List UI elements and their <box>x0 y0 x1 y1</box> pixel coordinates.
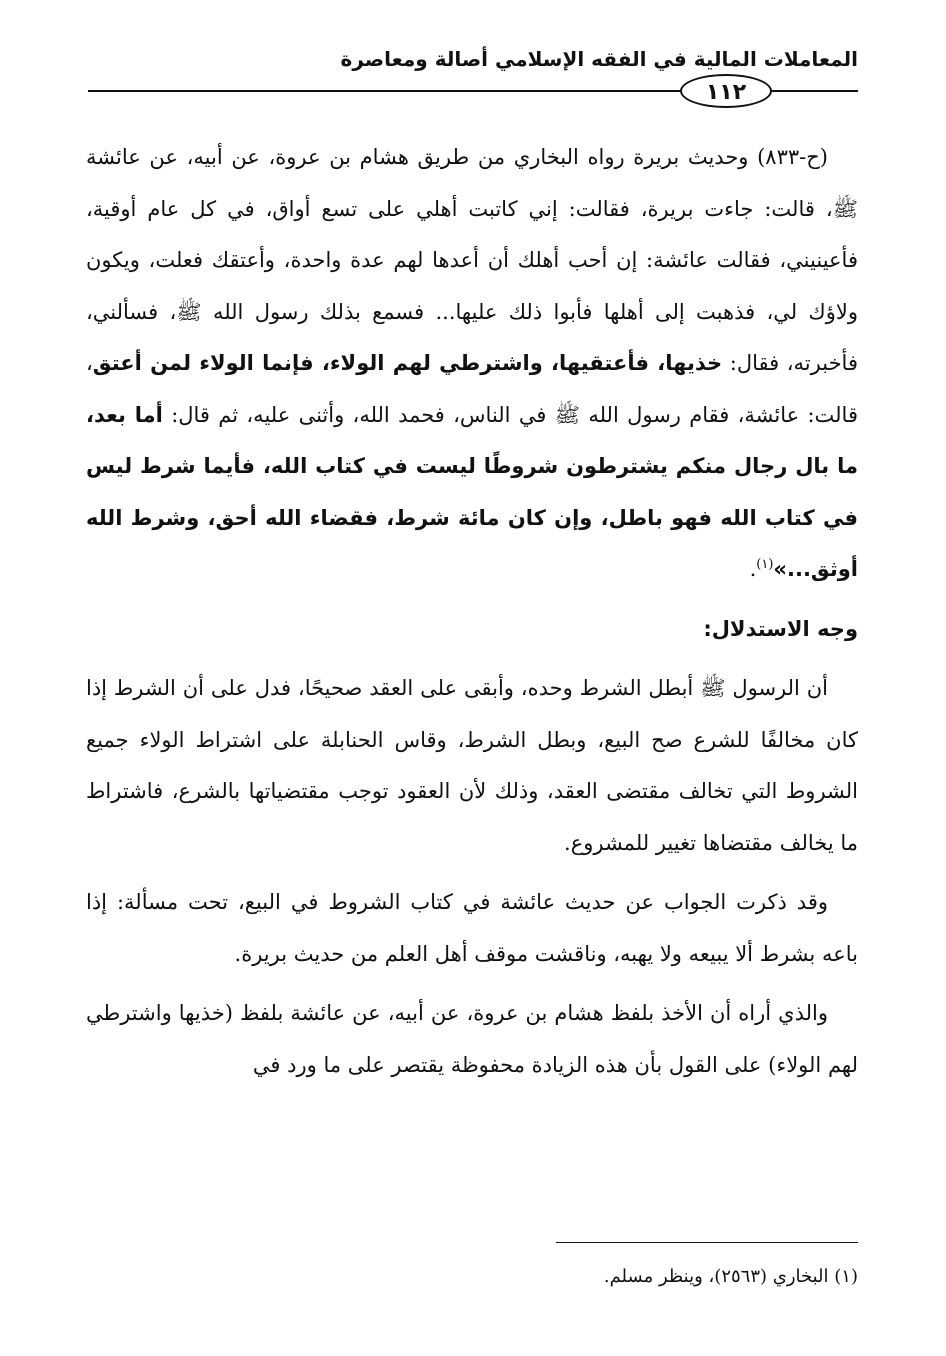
hadith-bold-quote-2: أما بعد، ما بال رجال منكم يشترطون شروطًا ليست في كتاب الله، فأيما شرط ليس في كتاب الله فهو باطل، وإن كان مائة شرط، فقضاء الله أحق، وشرط الله أوثق...» <box>86 402 858 581</box>
hadith-end: . <box>749 557 757 581</box>
main-text <box>86 132 858 1091</box>
footnote-reference: (١) <box>756 557 774 572</box>
footnote-rule <box>556 1242 858 1243</box>
hadith-bold-quote-1: خذيها، فأعتقيها، واشترطي لهم الولاء، فإنما الولاء لمن أعتق <box>92 351 723 375</box>
section-heading: وجه الاستدلال: <box>703 616 858 641</box>
body-paragraph-1: أن الرسول ﷺ أبطل الشرط وحده، وأبقى على العقد صحيحًا، فدل على أن الشرط إذا كان مخالفًا للشرع صح البيع، وبطل الشرط، وقاس الحنابلة على اشتراط الولاء جميع الشروط التي تخالف مقتضى العقد، وذلك لأن العقود توجب مقتضياتها بالشرع، فاشتراط ما يخالف مقتضاها تغيير للمشروع. <box>86 676 858 855</box>
running-title: المعاملات المالية في الفقه الإسلامي أصالة ومعاصرة <box>340 47 858 71</box>
hadith-paragraph <box>86 132 858 596</box>
page-number: ١١٢ <box>680 74 772 108</box>
body-paragraph-2: وقد ذكرت الجواب عن حديث عائشة في كتاب الشروط في البيع، تحت مسألة: إذا باعه بشرط ألا يبيعه ولا يهبه، وناقشت موقف أهل العلم من حديث بريرة. <box>86 890 858 966</box>
footnote: (١) البخاري (٢٥٦٣)، وينظر مسلم. <box>603 1266 858 1287</box>
hadith-middle: ، قالت: عائشة، فقام رسول الله ﷺ في الناس، فحمد الله، وأثنى عليه، ثم قال: <box>86 351 858 427</box>
body-paragraph-3: والذي أراه أن الأخذ بلفظ هشام بن عروة، عن أبيه، عن عائشة بلفظ (خذيها واشترطي لهم الولاء) على القول بأن هذه الزيادة محفوظة يقتصر على ما ورد في <box>86 1001 858 1077</box>
hadith-lead: (ح-٨٣٣) وحديث بريرة رواه البخاري من طريق هشام بن عروة، عن أبيه، عن عائشة ﷺ، قالت: جاءت بريرة، فقالت: إني كاتبت أهلي على تسع أواق، في كل عام أوقية، فأعينيني، فقالت عائشة: إن أحب أهلك أن أعدها لهم عدة واحدة، وأعتقك فعلت، ويكون ولاؤك لي، فذهبت إلى أهلها فأبوا ذلك عليها... فسمع بذلك رسول الله ﷺ، فسألني، فأخبرته، فقال: <box>86 145 858 375</box>
